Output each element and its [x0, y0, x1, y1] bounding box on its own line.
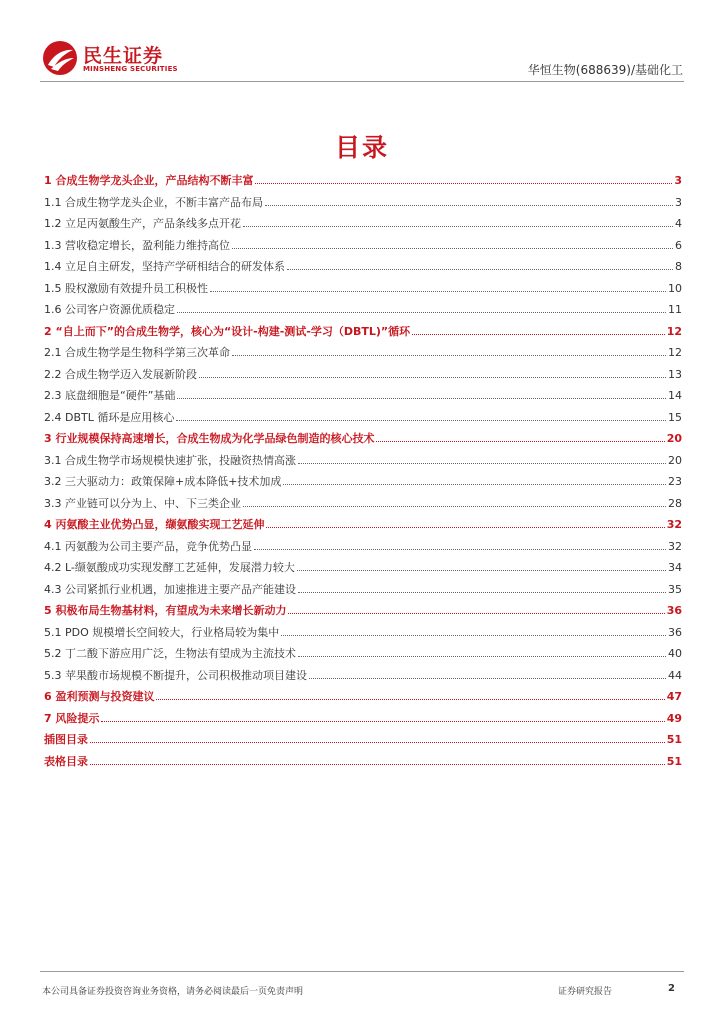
logo-chinese-name: 民生证券	[83, 45, 164, 67]
toc-entry-label: 表格目录	[44, 754, 88, 768]
toc-entry-page: 36	[666, 604, 682, 617]
toc-entry-section[interactable]	[44, 688, 682, 710]
toc-entry-label: 1.5 股权激励有效提升员工积极性	[44, 281, 208, 295]
toc-entry-label: 5.1 PDO 规模增长空间较大，行业格局较为集中	[44, 625, 280, 639]
page-header	[0, 0, 724, 90]
toc-leader-dots	[177, 397, 666, 399]
toc-entry-page: 32	[666, 518, 682, 531]
toc-entry-label: 2.3 底盘细胞是“硬件”基础	[44, 389, 176, 402]
toc-entry-label: 2 “自上而下”的合成生物学，核心为“设计-构建-测试-学习（DBTL)”循环	[44, 324, 411, 338]
footer-disclaimer: 本公司具备证券投资咨询业务资格，请务必阅读最后一页免责声明	[42, 987, 304, 997]
toc-entry-subsection[interactable]	[44, 581, 682, 603]
toc-leader-dots	[210, 290, 666, 292]
toc-entry-label: 1 合成生物学龙头企业，产品结构不断丰富	[44, 174, 254, 187]
toc-entry-page: 51	[666, 754, 682, 768]
page-number: 2	[668, 983, 675, 994]
toc-leader-dots	[298, 655, 666, 657]
toc-entry-page: 15	[668, 410, 682, 424]
toc-entry-subsection[interactable]	[44, 366, 682, 388]
toc-entry-label: 4.3 公司紧抓行业机遇，加速推进主要产品产能建设	[44, 582, 296, 596]
toc-entry-subsection[interactable]	[44, 409, 682, 431]
footer-divider	[40, 971, 684, 972]
toc-entry-label: 2.2 合成生物学迈入发展新阶段	[44, 367, 197, 381]
toc-leader-dots	[176, 419, 666, 421]
toc-leader-dots	[298, 591, 666, 593]
toc-entry-label: 4.2 L-缬氨酸成功实现发酵工艺延伸，发展潜力较大	[44, 561, 295, 574]
toc-leader-dots	[254, 548, 666, 550]
toc-entry-page: 10	[668, 281, 682, 295]
toc-leader-dots	[376, 440, 664, 442]
toc-entry-page: 32	[668, 539, 682, 553]
toc-entry-page: 40	[668, 647, 682, 660]
toc-entry-label: 4 丙氨酸主业优势凸显，缬氨酸实现工艺延伸	[44, 518, 265, 531]
toc-entry-section[interactable]	[44, 323, 682, 345]
toc-leader-dots	[255, 182, 672, 184]
toc-entry-page: 28	[668, 496, 682, 510]
toc-entry-section[interactable]	[44, 172, 682, 194]
toc-leader-dots	[177, 311, 666, 313]
toc-entry-page: 8	[675, 260, 682, 273]
toc-entry-subsection[interactable]	[44, 473, 682, 495]
toc-entry-page: 20	[668, 453, 682, 467]
toc-entry-section[interactable]	[44, 710, 682, 732]
footer-report-type: 证券研究报告	[558, 987, 613, 997]
toc-entry-page: 14	[668, 389, 682, 402]
toc-entry-label: 5.3 苹果酸市场规模不断提升，公司积极推动项目建设	[44, 668, 307, 682]
toc-entry-label: 1.2 立足丙氨酸生产，产品条线多点开花	[44, 217, 241, 230]
toc-leader-dots	[90, 741, 665, 743]
header-divider	[40, 81, 684, 82]
toc-entry-label: 1.4 立足自主研发，坚持产学研相结合的研发体系	[44, 260, 285, 273]
toc-leader-dots	[243, 225, 673, 227]
toc-entry-page: 12	[666, 324, 682, 338]
logo-english-name: MINSHENG SECURITIES	[83, 65, 178, 73]
toc-leader-dots	[288, 612, 664, 614]
toc-entry-page: 44	[668, 668, 682, 682]
toc-leader-dots	[283, 483, 666, 485]
toc-entry-label: 2.1 合成生物学是生物科学第三次革命	[44, 346, 230, 359]
toc-entry-label: 3.2 三大驱动力：政策保障+成本降低+技术加成	[44, 475, 282, 488]
toc-leader-dots	[281, 634, 666, 636]
toc-entry-subsection[interactable]	[44, 538, 682, 560]
toc-entry-page: 3	[675, 195, 682, 209]
toc-entry-page: 13	[668, 367, 682, 381]
toc-title: 目录	[334, 133, 389, 162]
toc-leader-dots	[199, 376, 666, 378]
toc-leader-dots	[156, 698, 664, 700]
toc-entry-page: 51	[666, 733, 682, 746]
toc-entry-subsection[interactable]	[44, 667, 682, 689]
toc-entry-page: 49	[666, 711, 682, 725]
toc-leader-dots	[298, 462, 666, 464]
toc-leader-dots	[297, 569, 666, 571]
table-of-contents	[44, 172, 682, 774]
toc-leader-dots	[412, 333, 665, 335]
toc-leader-dots	[243, 505, 666, 507]
toc-entry-section[interactable]	[44, 753, 682, 775]
toc-entry-label: 3.1 合成生物学市场规模快速扩张，投融资热情高涨	[44, 453, 296, 467]
toc-entry-page: 6	[675, 238, 682, 252]
minsheng-logo	[42, 40, 212, 76]
toc-leader-dots	[287, 268, 673, 270]
toc-entry-subsection[interactable]	[44, 280, 682, 302]
toc-entry-subsection[interactable]	[44, 194, 682, 216]
toc-leader-dots	[265, 204, 673, 206]
toc-leader-dots	[266, 526, 664, 528]
toc-entry-subsection[interactable]	[44, 452, 682, 474]
toc-entry-subsection[interactable]	[44, 495, 682, 517]
toc-entry-label: 7 风险提示	[44, 711, 100, 725]
toc-entry-section[interactable]	[44, 731, 682, 753]
toc-entry-page: 12	[668, 346, 682, 359]
toc-leader-dots	[90, 763, 665, 765]
toc-entry-label: 1.6 公司客户资源优质稳定	[44, 303, 175, 316]
toc-entry-label: 1.3 营收稳定增长，盈利能力维持高位	[44, 238, 230, 252]
toc-leader-dots	[232, 247, 673, 249]
toc-entry-label: 3.3 产业链可以分为上、中、下三类企业	[44, 496, 241, 510]
toc-entry-page: 3	[674, 174, 682, 187]
toc-entry-subsection[interactable]	[44, 258, 682, 280]
toc-entry-subsection[interactable]	[44, 624, 682, 646]
toc-entry-label: 1.1 合成生物学龙头企业，不断丰富产品布局	[44, 195, 263, 209]
toc-entry-label: 4.1 丙氨酸为公司主要产品，竞争优势凸显	[44, 539, 252, 553]
toc-entry-label: 6 盈利预测与投资建议	[44, 690, 155, 703]
toc-entry-label: 5 积极布局生物基材料，有望成为未来增长新动力	[44, 604, 287, 617]
toc-leader-dots	[309, 677, 666, 679]
toc-entry-label: 5.2 丁二酸下游应用广泛，生物法有望成为主流技术	[44, 647, 296, 660]
toc-leader-dots	[232, 354, 666, 356]
toc-entry-page: 20	[666, 432, 682, 445]
toc-entry-page: 36	[668, 625, 682, 639]
toc-entry-subsection[interactable]	[44, 237, 682, 259]
toc-entry-subsection[interactable]	[44, 559, 682, 581]
company-ticker-label: 华恒生物(688639)/基础化工	[527, 63, 683, 77]
toc-entry-section[interactable]	[44, 430, 682, 452]
toc-entry-subsection[interactable]	[44, 344, 682, 366]
toc-entry-page: 23	[668, 475, 682, 488]
toc-entry-subsection[interactable]	[44, 301, 682, 323]
toc-entry-subsection[interactable]	[44, 387, 682, 409]
toc-entry-page: 4	[675, 217, 682, 230]
toc-leader-dots	[101, 720, 664, 722]
toc-entry-label: 3 行业规模保持高速增长，合成生物成为化学品绿色制造的核心技术	[44, 432, 375, 445]
minsheng-logo-icon	[42, 40, 78, 76]
toc-entry-subsection[interactable]	[44, 645, 682, 667]
toc-entry-section[interactable]	[44, 516, 682, 538]
toc-entry-page: 11	[668, 303, 682, 316]
toc-entry-subsection[interactable]	[44, 215, 682, 237]
toc-entry-label: 插图目录	[44, 733, 88, 746]
toc-entry-page: 34	[668, 561, 682, 574]
toc-entry-label: 2.4 DBTL 循环是应用核心	[44, 410, 175, 424]
toc-entry-page: 47	[666, 690, 682, 703]
toc-entry-page: 35	[668, 582, 682, 596]
toc-entry-section[interactable]	[44, 602, 682, 624]
